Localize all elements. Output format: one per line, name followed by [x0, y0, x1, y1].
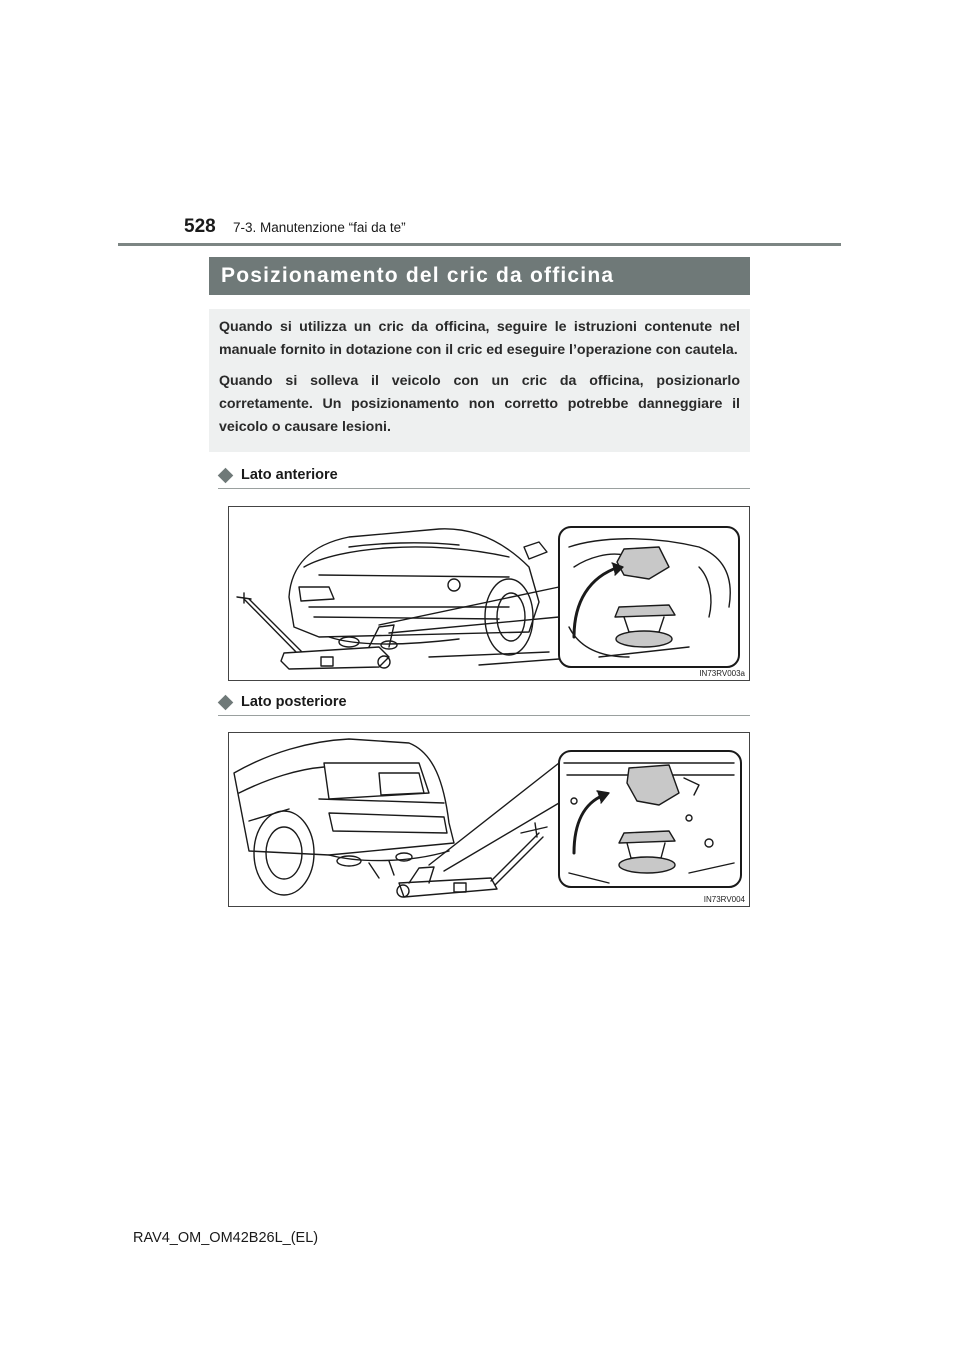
section-title-bar [209, 257, 750, 295]
figure-front-jack-point [228, 506, 750, 681]
header-rule [118, 243, 841, 246]
subheading-rear-label: Lato posteriore [241, 694, 347, 710]
diamond-bullet-icon [218, 467, 234, 483]
intro-box [209, 309, 750, 452]
figure-rear-jack-point [228, 732, 750, 907]
subheading-front-label: Lato anteriore [241, 467, 338, 483]
page-number: 528 [184, 216, 216, 237]
rear-car-illustration [229, 733, 749, 906]
figure-code-front: IN73RV003a [699, 669, 745, 678]
subheading-rear [218, 694, 347, 710]
intro-paragraph-2: Quando si solleva il veicolo con un cric da officina, posizionarlo corretamente. Un posizionamento non corretto potrebbe danneggiare il veicolo o causare lesioni. [219, 373, 740, 435]
page-title: Posizionamento del cric da officina [221, 264, 615, 287]
section-reference: 7-3. Manutenzione “fai da te” [233, 220, 406, 235]
front-car-illustration [229, 507, 749, 680]
subheading-rear-rule [218, 715, 750, 716]
figure-code-rear: IN73RV004 [703, 895, 745, 904]
footer-document-code: RAV4_OM_OM42B26L_(EL) [133, 1230, 319, 1246]
subheading-front-rule [218, 488, 750, 489]
subheading-front [218, 467, 338, 483]
diamond-bullet-icon [218, 694, 234, 710]
intro-paragraph-1: Quando si utilizza un cric da officina, seguire le istruzioni contenute nel manuale fornito in dotazione con il cric ed eseguire l’operazione con cautela. [219, 319, 740, 358]
